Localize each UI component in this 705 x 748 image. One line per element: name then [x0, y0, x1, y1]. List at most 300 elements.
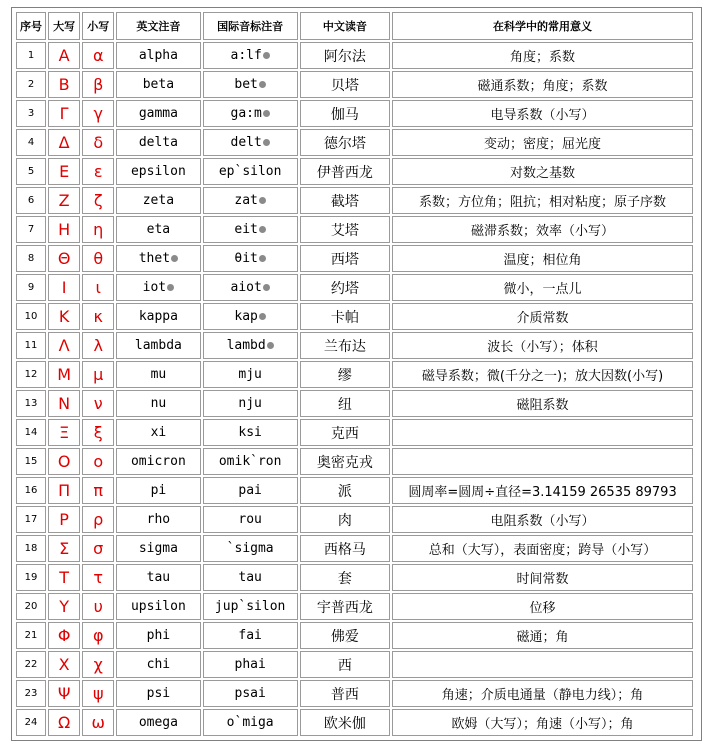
lowercase-letter — [82, 303, 114, 330]
row-index-text: 7 — [27, 224, 35, 235]
lowercase-letter — [82, 651, 114, 678]
chinese-reading — [300, 100, 390, 127]
scientific-meaning — [392, 100, 693, 127]
chinese-reading-text: 西塔 — [330, 251, 359, 268]
row-index-text: 3 — [27, 108, 35, 119]
chinese-reading — [300, 680, 390, 707]
scientific-meaning — [392, 187, 693, 214]
chinese-reading-text: 兰布达 — [323, 338, 366, 355]
english-phonetic — [116, 187, 200, 214]
uppercase-letter-text: Ψ — [57, 684, 71, 703]
ipa-phonetic-text: zat — [234, 193, 258, 208]
english-phonetic — [116, 390, 200, 417]
english-phonetic — [116, 332, 200, 359]
english-phonetic-text: pi — [150, 483, 167, 498]
lowercase-letter — [82, 245, 114, 272]
unrendered-glyph-dot-icon — [263, 284, 270, 291]
english-phonetic — [116, 361, 200, 388]
ipa-phonetic — [203, 42, 298, 69]
row-index — [16, 245, 46, 272]
uppercase-letter — [48, 535, 80, 562]
chinese-reading — [300, 274, 390, 301]
scientific-meaning-text: 磁滞系数；效率（小写） — [471, 224, 615, 239]
chinese-reading-text: 伊普西龙 — [316, 164, 373, 181]
ipa-phonetic-text: nju — [238, 396, 262, 411]
english-phonetic-text: upsilon — [130, 599, 186, 614]
uppercase-letter — [48, 71, 80, 98]
table-row — [16, 216, 693, 243]
table-row — [16, 535, 693, 562]
lowercase-letter-text: β — [93, 75, 104, 94]
unrendered-glyph-dot-icon — [259, 197, 266, 204]
unrendered-glyph-dot-icon — [259, 255, 266, 262]
ipa-phonetic — [203, 593, 298, 620]
scientific-meaning-text: 波长（小写）；体积 — [487, 340, 598, 355]
chinese-reading — [300, 71, 390, 98]
lowercase-letter-text: ω — [91, 713, 105, 732]
uppercase-letter — [48, 622, 80, 649]
chinese-reading — [300, 564, 390, 591]
unrendered-glyph-dot-icon — [263, 52, 270, 59]
chinese-reading-text: 西格马 — [323, 541, 366, 558]
uppercase-letter — [48, 216, 80, 243]
row-index — [16, 187, 46, 214]
unrendered-glyph-dot-icon — [263, 139, 270, 146]
scientific-meaning-text: 总和（大写），表面密度；跨导（小写） — [428, 543, 657, 558]
uppercase-letter — [48, 506, 80, 533]
lowercase-letter-text: π — [93, 481, 104, 500]
row-index — [16, 535, 46, 562]
lowercase-letter — [82, 593, 114, 620]
english-phonetic — [116, 245, 200, 272]
table-row — [16, 274, 693, 301]
row-index-text: 23 — [24, 688, 38, 699]
scientific-meaning — [392, 564, 693, 591]
row-index-text: 1 — [27, 50, 35, 61]
uppercase-letter-text: Χ — [58, 655, 70, 674]
chinese-reading-text: 截塔 — [330, 193, 359, 210]
lowercase-letter-text: ψ — [92, 684, 104, 703]
header-lowercase: 小写 — [82, 12, 114, 40]
row-index-text: 15 — [24, 456, 38, 467]
english-phonetic — [116, 477, 200, 504]
ipa-phonetic-text: tau — [238, 570, 262, 585]
uppercase-letter-text: Α — [58, 46, 70, 65]
ipa-phonetic-text: delt — [230, 135, 262, 150]
chinese-reading-text: 纽 — [337, 396, 352, 413]
english-phonetic — [116, 158, 200, 185]
english-phonetic-text: thet — [138, 251, 171, 266]
table-row — [16, 709, 693, 736]
lowercase-letter-text: η — [93, 220, 104, 239]
table-row — [16, 419, 693, 446]
uppercase-letter — [48, 332, 80, 359]
ipa-phonetic — [203, 419, 298, 446]
scientific-meaning — [392, 71, 693, 98]
chinese-reading-text: 贝塔 — [330, 77, 359, 94]
ipa-phonetic-text: ep`silon — [218, 164, 282, 179]
uppercase-letter-text: Θ — [57, 249, 71, 268]
chinese-reading — [300, 158, 390, 185]
header-scientific-meaning: 在科学中的常用意义 — [392, 12, 693, 40]
english-phonetic-text: eta — [146, 222, 171, 237]
unrendered-glyph-dot-icon — [259, 81, 266, 88]
uppercase-letter-text: Ζ — [58, 191, 70, 210]
ipa-phonetic-text: ga:m — [230, 106, 262, 121]
scientific-meaning — [392, 680, 693, 707]
chinese-reading — [300, 651, 390, 678]
chinese-reading — [300, 390, 390, 417]
chinese-reading — [300, 332, 390, 359]
greek-alphabet-table — [14, 10, 695, 738]
uppercase-letter-text: Φ — [57, 626, 71, 645]
lowercase-letter — [82, 448, 114, 475]
table-row — [16, 332, 693, 359]
scientific-meaning-text: 磁导系数；微(千分之一)；放大因数(小写) — [421, 369, 664, 384]
lowercase-letter — [82, 477, 114, 504]
chinese-reading — [300, 593, 390, 620]
ipa-phonetic-text: omik`ron — [218, 454, 282, 469]
table-row — [16, 564, 693, 591]
table-row — [16, 390, 693, 417]
chinese-reading-text: 阿尔法 — [323, 48, 366, 65]
row-index — [16, 680, 46, 707]
ipa-phonetic — [203, 477, 298, 504]
table-row — [16, 303, 693, 330]
english-phonetic-text: gamma — [138, 106, 178, 121]
scientific-meaning-text: 对数之基数 — [510, 166, 576, 181]
scientific-meaning — [392, 42, 693, 69]
chinese-reading-text: 克西 — [330, 425, 359, 442]
uppercase-letter-text: Σ — [59, 539, 70, 558]
uppercase-letter — [48, 709, 80, 736]
chinese-reading — [300, 216, 390, 243]
lowercase-letter-text: ν — [93, 394, 103, 413]
scientific-meaning — [392, 593, 693, 620]
uppercase-letter — [48, 274, 80, 301]
lowercase-letter-text: ι — [95, 278, 101, 297]
row-index — [16, 709, 46, 736]
ipa-phonetic — [203, 390, 298, 417]
uppercase-letter-text: Ν — [58, 394, 71, 413]
scientific-meaning-text: 系数；方位角；阻抗；相对粘度；原子序数 — [419, 195, 667, 210]
scientific-meaning — [392, 332, 693, 359]
chinese-reading-text: 派 — [337, 483, 352, 500]
scientific-meaning — [392, 216, 693, 243]
lowercase-letter — [82, 361, 114, 388]
table-row — [16, 100, 693, 127]
chinese-reading — [300, 477, 390, 504]
uppercase-letter-text: Υ — [59, 597, 70, 616]
ipa-phonetic — [203, 680, 298, 707]
english-phonetic — [116, 71, 200, 98]
chinese-reading — [300, 622, 390, 649]
lowercase-letter — [82, 216, 114, 243]
uppercase-letter — [48, 390, 80, 417]
chinese-reading — [300, 187, 390, 214]
unrendered-glyph-dot-icon — [267, 342, 274, 349]
table-row — [16, 129, 693, 156]
lowercase-letter-text: ε — [93, 162, 103, 181]
ipa-phonetic-text: fai — [238, 628, 262, 643]
english-phonetic — [116, 680, 200, 707]
chinese-reading-text: 佛爱 — [330, 628, 359, 645]
ipa-phonetic — [203, 506, 298, 533]
english-phonetic — [116, 274, 200, 301]
lowercase-letter — [82, 187, 114, 214]
chinese-reading-text: 卡帕 — [330, 309, 359, 326]
lowercase-letter — [82, 129, 114, 156]
english-phonetic-text: sigma — [138, 541, 178, 556]
row-index — [16, 564, 46, 591]
ipa-phonetic-text: a:lf — [230, 48, 262, 63]
table-row — [16, 651, 693, 678]
ipa-phonetic — [203, 303, 298, 330]
row-index — [16, 100, 46, 127]
row-index-text: 14 — [24, 427, 38, 438]
scientific-meaning-text: 位移 — [529, 601, 556, 616]
chinese-reading — [300, 709, 390, 736]
uppercase-letter — [48, 680, 80, 707]
lowercase-letter-text: ζ — [93, 191, 103, 210]
scientific-meaning-text: 时间常数 — [516, 572, 569, 587]
scientific-meaning-text: 介质常数 — [516, 311, 569, 326]
uppercase-letter — [48, 187, 80, 214]
chinese-reading — [300, 245, 390, 272]
uppercase-letter — [48, 42, 80, 69]
scientific-meaning — [392, 506, 693, 533]
ipa-phonetic-text: phai — [234, 657, 266, 672]
ipa-phonetic — [203, 187, 298, 214]
chinese-reading — [300, 506, 390, 533]
ipa-phonetic-text: θit — [234, 251, 258, 266]
english-phonetic — [116, 129, 200, 156]
uppercase-letter-text: Κ — [58, 307, 70, 326]
ipa-phonetic-text: pai — [238, 483, 262, 498]
uppercase-letter-text: Ξ — [59, 423, 70, 442]
uppercase-letter-text: Ω — [58, 713, 71, 732]
unrendered-glyph-dot-icon — [263, 110, 270, 117]
english-phonetic — [116, 448, 200, 475]
row-index-text: 2 — [27, 79, 35, 90]
lowercase-letter — [82, 506, 114, 533]
row-index-text: 4 — [27, 137, 35, 148]
chinese-reading-text: 肉 — [337, 512, 352, 529]
ipa-phonetic — [203, 158, 298, 185]
scientific-meaning — [392, 535, 693, 562]
chinese-reading — [300, 419, 390, 446]
english-phonetic-text: xi — [150, 425, 167, 440]
ipa-phonetic — [203, 535, 298, 562]
lowercase-letter-text: δ — [93, 133, 104, 152]
ipa-phonetic — [203, 100, 298, 127]
english-phonetic-text: tau — [146, 570, 171, 585]
header-ipa-phonetic: 国际音标注音 — [203, 12, 298, 40]
ipa-phonetic-text: eit — [234, 222, 258, 237]
row-index-text: 10 — [24, 311, 38, 322]
row-index — [16, 506, 46, 533]
uppercase-letter — [48, 477, 80, 504]
table-row — [16, 622, 693, 649]
english-phonetic-text: zeta — [142, 193, 175, 208]
english-phonetic-text: nu — [150, 396, 167, 411]
table-row — [16, 42, 693, 69]
ipa-phonetic — [203, 709, 298, 736]
header-uppercase: 大写 — [48, 12, 80, 40]
english-phonetic-text: omicron — [130, 454, 186, 469]
chinese-reading-text: 约塔 — [330, 280, 359, 297]
english-phonetic-text: beta — [142, 77, 175, 92]
english-phonetic-text: alpha — [138, 48, 178, 63]
row-index — [16, 477, 46, 504]
lowercase-letter — [82, 274, 114, 301]
ipa-phonetic — [203, 448, 298, 475]
ipa-phonetic — [203, 245, 298, 272]
uppercase-letter-text: Ε — [59, 162, 70, 181]
chinese-reading — [300, 303, 390, 330]
english-phonetic — [116, 303, 200, 330]
row-index-text: 11 — [24, 340, 38, 351]
lowercase-letter — [82, 42, 114, 69]
row-index — [16, 332, 46, 359]
table-row — [16, 477, 693, 504]
lowercase-letter — [82, 390, 114, 417]
uppercase-letter — [48, 419, 80, 446]
lowercase-letter — [82, 158, 114, 185]
english-phonetic — [116, 709, 200, 736]
scientific-meaning — [392, 448, 693, 475]
scientific-meaning — [392, 274, 693, 301]
ipa-phonetic — [203, 274, 298, 301]
uppercase-letter — [48, 129, 80, 156]
chinese-reading — [300, 129, 390, 156]
uppercase-letter — [48, 245, 80, 272]
lowercase-letter-text: υ — [93, 597, 103, 616]
ipa-phonetic — [203, 564, 298, 591]
scientific-meaning-text: 磁通系数；角度；系数 — [477, 79, 608, 94]
lowercase-letter — [82, 71, 114, 98]
english-phonetic — [116, 100, 200, 127]
uppercase-letter-text: Γ — [59, 104, 69, 123]
uppercase-letter-text: Π — [58, 481, 71, 500]
scientific-meaning — [392, 158, 693, 185]
scientific-meaning — [392, 361, 693, 388]
english-phonetic-text: delta — [138, 135, 178, 150]
chinese-reading — [300, 448, 390, 475]
ipa-phonetic-text: kap — [234, 309, 258, 324]
header-chinese-reading: 中文读音 — [300, 12, 390, 40]
row-index — [16, 216, 46, 243]
uppercase-letter-text: Μ — [57, 365, 72, 384]
lowercase-letter-text: ξ — [93, 423, 103, 442]
uppercase-letter — [48, 593, 80, 620]
ipa-phonetic-text: o`miga — [226, 715, 274, 730]
table-row — [16, 187, 693, 214]
row-index — [16, 390, 46, 417]
scientific-meaning-text: 变动；密度；屈光度 — [484, 137, 602, 152]
lowercase-letter-text: μ — [93, 365, 104, 384]
lowercase-letter-text: γ — [93, 104, 103, 123]
lowercase-letter-text: χ — [93, 655, 103, 674]
uppercase-letter-text: Ι — [61, 278, 67, 297]
english-phonetic — [116, 593, 200, 620]
greek-alphabet-table-frame — [11, 7, 702, 741]
english-phonetic — [116, 564, 200, 591]
lowercase-letter-text: τ — [93, 568, 104, 587]
scientific-meaning-text: 圆周率=圆周÷直径=3.14159 26535 89793 — [408, 485, 677, 500]
row-index — [16, 419, 46, 446]
ipa-phonetic — [203, 622, 298, 649]
row-index-text: 13 — [24, 398, 38, 409]
lowercase-letter-text: ρ — [93, 510, 104, 529]
unrendered-glyph-dot-icon — [259, 313, 266, 320]
scientific-meaning-text: 磁阻系数 — [516, 398, 569, 413]
table-row — [16, 71, 693, 98]
row-index-text: 8 — [27, 253, 35, 264]
row-index — [16, 448, 46, 475]
ipa-phonetic — [203, 651, 298, 678]
ipa-phonetic-text: aiot — [230, 280, 262, 295]
scientific-meaning-text: 微小，一点儿 — [503, 282, 582, 297]
chinese-reading-text: 套 — [337, 570, 352, 587]
scientific-meaning — [392, 245, 693, 272]
ipa-phonetic-text: bet — [234, 77, 258, 92]
chinese-reading-text: 德尔塔 — [323, 135, 366, 152]
lowercase-letter-text: φ — [92, 626, 104, 645]
table-row — [16, 448, 693, 475]
row-index-text: 12 — [24, 369, 38, 380]
table-row — [16, 158, 693, 185]
scientific-meaning-text: 电阻系数（小写） — [490, 514, 595, 529]
english-phonetic — [116, 622, 200, 649]
scientific-meaning-text: 角速；介质电通量（静电力线）；角 — [441, 688, 644, 703]
ipa-phonetic — [203, 129, 298, 156]
row-index — [16, 651, 46, 678]
header-row — [16, 12, 693, 40]
chinese-reading-text: 伽马 — [330, 106, 359, 123]
english-phonetic-text: lambda — [134, 338, 182, 353]
ipa-phonetic — [203, 332, 298, 359]
english-phonetic-text: phi — [146, 628, 171, 643]
english-phonetic — [116, 535, 200, 562]
english-phonetic-text: kappa — [138, 309, 178, 324]
scientific-meaning — [392, 709, 693, 736]
uppercase-letter-text: Η — [58, 220, 71, 239]
lowercase-letter-text: λ — [93, 336, 103, 355]
english-phonetic — [116, 216, 200, 243]
lowercase-letter-text: σ — [93, 539, 104, 558]
scientific-meaning — [392, 129, 693, 156]
row-index — [16, 303, 46, 330]
uppercase-letter — [48, 448, 80, 475]
row-index-text: 17 — [24, 514, 38, 525]
scientific-meaning-text: 温度；相位角 — [503, 253, 582, 268]
row-index — [16, 274, 46, 301]
uppercase-letter — [48, 651, 80, 678]
ipa-phonetic-text: lambd — [226, 338, 266, 353]
ipa-phonetic-text: `sigma — [226, 541, 274, 556]
uppercase-letter — [48, 303, 80, 330]
chinese-reading — [300, 361, 390, 388]
row-index — [16, 42, 46, 69]
scientific-meaning — [392, 651, 693, 678]
uppercase-letter-text: Ρ — [59, 510, 69, 529]
row-index-text: 22 — [24, 659, 38, 670]
english-phonetic — [116, 506, 200, 533]
uppercase-letter-text: Β — [58, 75, 70, 94]
chinese-reading-text: 西 — [337, 657, 352, 674]
lowercase-letter — [82, 419, 114, 446]
